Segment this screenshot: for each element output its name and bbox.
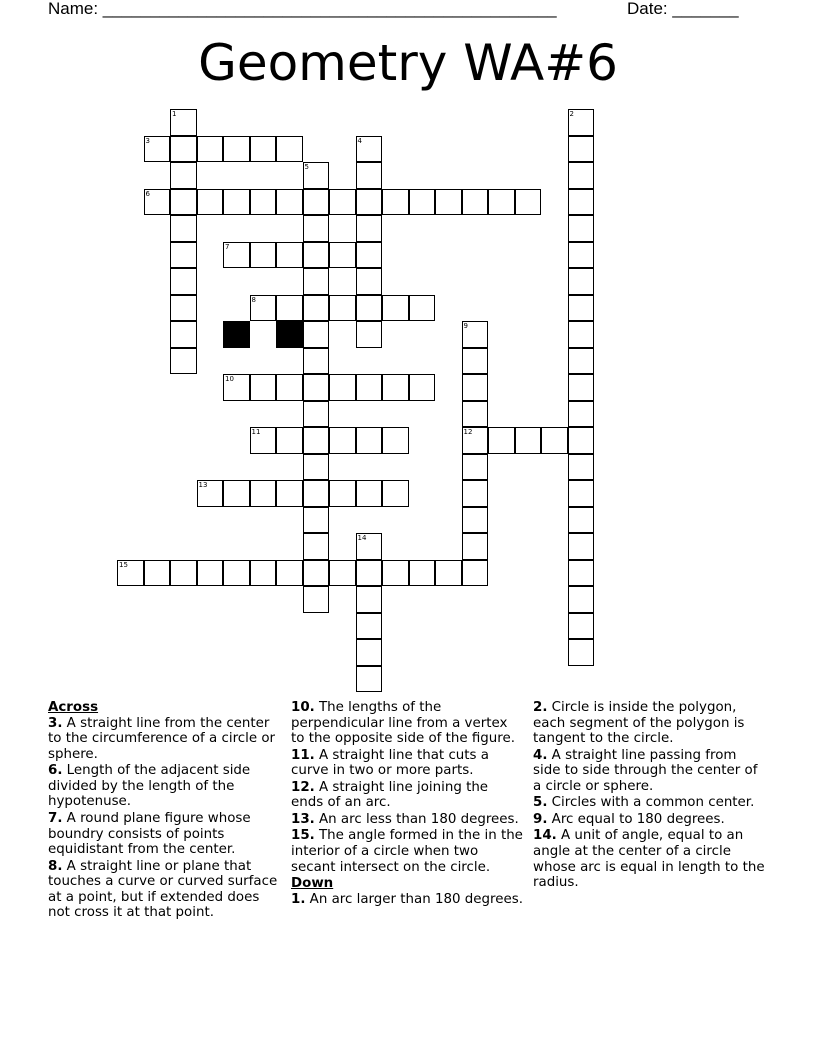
grid-cell[interactable] bbox=[568, 109, 595, 136]
clue-across-12: 12. A straight line joining the ends of an arc. bbox=[291, 779, 489, 811]
grid-cell[interactable] bbox=[568, 162, 595, 189]
grid-cell[interactable] bbox=[356, 215, 383, 242]
grid-cell[interactable] bbox=[568, 613, 595, 640]
grid-cell[interactable] bbox=[568, 268, 595, 295]
grid-cell[interactable] bbox=[382, 295, 409, 322]
grid-cell[interactable] bbox=[197, 189, 224, 216]
grid-cell[interactable] bbox=[276, 189, 303, 216]
grid-cell[interactable] bbox=[568, 507, 595, 534]
grid-cell[interactable] bbox=[382, 480, 409, 507]
grid-cell[interactable] bbox=[568, 321, 595, 348]
clue-across-3: 3. A straight line from the center to the circumference of a circle or sphere. bbox=[48, 715, 276, 762]
clue-down-14: 14. A unit of angle, equal to an angle at the center of a circle whose arc is equal in length to the radius. bbox=[533, 828, 765, 891]
grid-cell[interactable] bbox=[197, 480, 224, 507]
grid-cell[interactable] bbox=[303, 401, 330, 428]
grid-cell[interactable] bbox=[515, 427, 542, 454]
grid-cell[interactable] bbox=[329, 295, 356, 322]
grid-cell[interactable] bbox=[170, 189, 197, 216]
grid-cell[interactable] bbox=[462, 374, 489, 401]
grid-cell[interactable] bbox=[303, 215, 330, 242]
grid-cell[interactable] bbox=[329, 560, 356, 587]
grid-cell[interactable] bbox=[303, 507, 330, 534]
grid-cell[interactable] bbox=[568, 480, 595, 507]
grid-cell[interactable] bbox=[170, 295, 197, 322]
grid-cell[interactable] bbox=[462, 321, 489, 348]
grid-cell[interactable] bbox=[223, 374, 250, 401]
grid-cell[interactable] bbox=[568, 533, 595, 560]
grid-cell[interactable] bbox=[303, 427, 330, 454]
grid-cell[interactable] bbox=[329, 242, 356, 269]
clue-number: 13 bbox=[198, 481, 208, 489]
grid-cell[interactable] bbox=[250, 480, 277, 507]
date-field[interactable]: Date: _______ bbox=[627, 0, 739, 18]
grid-cell[interactable] bbox=[356, 162, 383, 189]
grid-cell[interactable] bbox=[356, 295, 383, 322]
clue-number: 8 bbox=[251, 295, 256, 304]
grid-cell[interactable] bbox=[356, 639, 383, 666]
grid-cell[interactable] bbox=[276, 374, 303, 401]
grid-cell[interactable] bbox=[356, 666, 383, 693]
grid-cell[interactable] bbox=[303, 348, 330, 375]
grid-cell[interactable] bbox=[170, 560, 197, 587]
grid-cell[interactable] bbox=[329, 480, 356, 507]
grid-cell[interactable] bbox=[144, 189, 171, 216]
clue-across-7: 7. A round plane figure whose boundry consists of points equidistant from the center. bbox=[48, 810, 251, 858]
grid-cell[interactable] bbox=[356, 560, 383, 587]
grid-cell[interactable] bbox=[303, 189, 330, 216]
clue-across-10: 10. The lengths of the perpendicular line from a vertex to the opposite side of the figure. bbox=[291, 700, 515, 747]
grid-cell[interactable] bbox=[356, 189, 383, 216]
page-title: Geometry WA#6 bbox=[198, 34, 618, 92]
clue-across-13: 13. An arc less than 180 degrees. bbox=[291, 811, 519, 827]
grid-cell[interactable] bbox=[197, 560, 224, 587]
grid-cell[interactable] bbox=[462, 507, 489, 534]
grid-cell[interactable] bbox=[197, 136, 224, 163]
grid-cell[interactable] bbox=[303, 162, 330, 189]
grid-cell[interactable] bbox=[250, 560, 277, 587]
grid-cell[interactable] bbox=[276, 560, 303, 587]
grid-cell[interactable] bbox=[568, 215, 595, 242]
grid-cell[interactable] bbox=[303, 295, 330, 322]
clue-down-2: 2. Circle is inside the polygon, each segment of the polygon is tangent to the circle. bbox=[533, 700, 745, 747]
grid-cell[interactable] bbox=[250, 242, 277, 269]
grid-cell[interactable] bbox=[170, 162, 197, 189]
across-heading: Across bbox=[48, 700, 99, 715]
grid-cell[interactable] bbox=[170, 268, 197, 295]
grid-cell[interactable] bbox=[488, 189, 515, 216]
grid-cell[interactable] bbox=[409, 189, 436, 216]
clue-number: 4 bbox=[357, 136, 362, 145]
grid-cell[interactable] bbox=[303, 480, 330, 507]
grid-cell[interactable] bbox=[568, 454, 595, 481]
grid-cell[interactable] bbox=[462, 427, 489, 454]
grid-cell[interactable] bbox=[568, 427, 595, 454]
clue-number: 6 bbox=[145, 189, 150, 198]
clue-down-1: 1. An arc larger than 180 degrees. bbox=[291, 891, 523, 907]
grid-cell[interactable] bbox=[303, 268, 330, 295]
grid-cell[interactable] bbox=[356, 480, 383, 507]
grid-cell[interactable] bbox=[329, 427, 356, 454]
grid-cell[interactable] bbox=[356, 586, 383, 613]
grid-cell[interactable] bbox=[568, 189, 595, 216]
grid-cell[interactable] bbox=[568, 560, 595, 587]
clue-number: 12 bbox=[463, 428, 473, 436]
clue-across-11: 11. A straight line that cuts a curve in two or more parts. bbox=[291, 747, 489, 779]
down-heading: Down bbox=[291, 875, 334, 891]
grid-cell[interactable] bbox=[356, 268, 383, 295]
grid-cell[interactable] bbox=[250, 189, 277, 216]
grid-cell[interactable] bbox=[568, 242, 595, 269]
grid-cell[interactable] bbox=[303, 533, 330, 560]
grid-cell[interactable] bbox=[250, 374, 277, 401]
clue-number: 9 bbox=[463, 322, 468, 330]
grid-cell[interactable] bbox=[170, 109, 197, 136]
grid-cell[interactable] bbox=[356, 242, 383, 269]
grid-cell[interactable] bbox=[382, 560, 409, 587]
grid-cell[interactable] bbox=[568, 136, 595, 163]
grid-cell[interactable] bbox=[276, 242, 303, 269]
grid-cell[interactable] bbox=[435, 560, 462, 587]
grid-cell[interactable] bbox=[329, 189, 356, 216]
grid-cell[interactable] bbox=[170, 136, 197, 163]
grid-cell[interactable] bbox=[250, 295, 277, 322]
grid-cell[interactable] bbox=[568, 639, 595, 666]
grid-cell[interactable] bbox=[541, 427, 568, 454]
grid-cell[interactable] bbox=[223, 242, 250, 269]
clue-number: 11 bbox=[251, 428, 261, 436]
grid-cell[interactable] bbox=[409, 374, 436, 401]
clue-down-4: 4. A straight line passing from side to side through the center of a circle or sphere. bbox=[533, 747, 758, 794]
grid-cell[interactable] bbox=[382, 427, 409, 454]
grid-cell[interactable] bbox=[462, 189, 489, 216]
name-field[interactable]: Name: ________________________________________________ bbox=[48, 0, 557, 18]
grid-cell[interactable] bbox=[170, 321, 197, 348]
clue-number: 10 bbox=[225, 375, 234, 383]
grid-cell[interactable] bbox=[223, 480, 250, 507]
clue-number: 5 bbox=[304, 163, 309, 171]
grid-cell[interactable] bbox=[223, 189, 250, 216]
grid-cell[interactable] bbox=[250, 136, 277, 163]
grid-cell[interactable] bbox=[568, 295, 595, 322]
clue-across-15: 15. The angle formed in the in the interior of a circle when two secant intersect on the circle. bbox=[291, 828, 523, 875]
grid-cell[interactable] bbox=[170, 242, 197, 269]
grid-cell[interactable] bbox=[303, 586, 330, 613]
grid-cell[interactable] bbox=[356, 613, 383, 640]
grid-cell[interactable] bbox=[276, 295, 303, 322]
grid-cell[interactable] bbox=[488, 427, 515, 454]
grid-cell[interactable] bbox=[303, 321, 330, 348]
grid-cell[interactable] bbox=[223, 560, 250, 587]
grid-cell[interactable] bbox=[276, 427, 303, 454]
grid-cell[interactable] bbox=[462, 454, 489, 481]
clue-number: 1 bbox=[172, 110, 177, 118]
clue-number: 14 bbox=[357, 534, 367, 542]
grid-cell[interactable] bbox=[223, 136, 250, 163]
clues-column-3 bbox=[533, 700, 765, 892]
grid-cell-black bbox=[276, 321, 303, 348]
grid-cell[interactable] bbox=[462, 560, 489, 587]
grid-cell[interactable] bbox=[303, 560, 330, 587]
grid-cell[interactable] bbox=[462, 533, 489, 560]
clue-number: 7 bbox=[225, 242, 230, 251]
clue-across-8: 8. A straight line or plane that touches a curve or curved surface at a point, but if extended does not cross it at that point. bbox=[48, 858, 278, 921]
grid-cell[interactable] bbox=[568, 374, 595, 401]
grid-cell[interactable] bbox=[170, 348, 197, 375]
grid-cell[interactable] bbox=[356, 533, 383, 560]
grid-cell[interactable] bbox=[356, 136, 383, 163]
grid-cell-black bbox=[223, 321, 250, 348]
grid-cell[interactable] bbox=[462, 401, 489, 428]
grid-cell[interactable] bbox=[144, 560, 171, 587]
grid-cell[interactable] bbox=[568, 586, 595, 613]
clue-across-6: 6. Length of the adjacent side divided by the length of the hypotenuse. bbox=[48, 763, 251, 810]
grid-cell[interactable] bbox=[276, 136, 303, 163]
grid-cell[interactable] bbox=[117, 560, 144, 587]
grid-cell[interactable] bbox=[435, 189, 462, 216]
grid-cell[interactable] bbox=[462, 348, 489, 375]
grid-cell[interactable] bbox=[568, 401, 595, 428]
grid-cell[interactable] bbox=[250, 427, 277, 454]
clue-down-9: 9. Arc equal to 180 degrees. bbox=[533, 811, 725, 827]
clue-number: 3 bbox=[145, 136, 150, 145]
grid-cell[interactable] bbox=[329, 374, 356, 401]
clues-column-1 bbox=[48, 700, 280, 922]
grid-cell[interactable] bbox=[356, 427, 383, 454]
grid-cell[interactable] bbox=[303, 374, 330, 401]
grid-cell[interactable] bbox=[303, 242, 330, 269]
grid-cell[interactable] bbox=[409, 560, 436, 587]
grid-cell[interactable] bbox=[382, 189, 409, 216]
clue-down-5: 5. Circles with a common center. bbox=[533, 795, 755, 811]
clues-column-2 bbox=[291, 700, 523, 908]
clue-number: 15 bbox=[119, 560, 128, 569]
grid-cell[interactable] bbox=[276, 480, 303, 507]
grid-cell[interactable] bbox=[382, 374, 409, 401]
grid-cell[interactable] bbox=[462, 480, 489, 507]
clue-number: 2 bbox=[569, 110, 574, 118]
grid-cell[interactable] bbox=[170, 215, 197, 242]
grid-cell[interactable] bbox=[356, 321, 383, 348]
grid-cell[interactable] bbox=[409, 295, 436, 322]
grid-cell[interactable] bbox=[568, 348, 595, 375]
grid-cell[interactable] bbox=[356, 374, 383, 401]
grid-cell[interactable] bbox=[515, 189, 542, 216]
grid-cell[interactable] bbox=[144, 136, 171, 163]
grid-cell[interactable] bbox=[303, 454, 330, 481]
